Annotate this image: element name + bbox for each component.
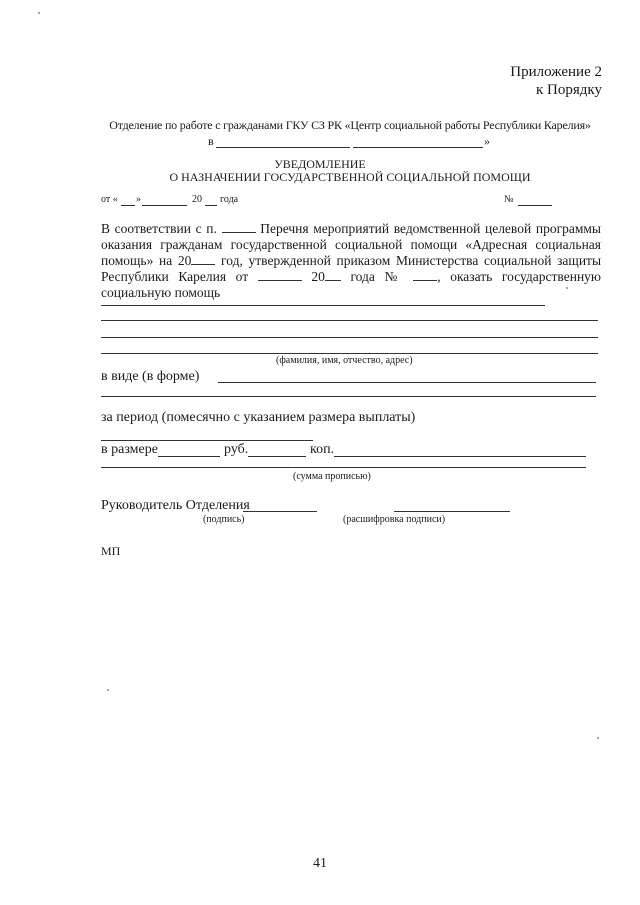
amount-label: в размере <box>101 442 158 457</box>
date-year-blank[interactable] <box>205 205 217 206</box>
signature-blank[interactable] <box>243 511 317 512</box>
appendix-label: Приложение 2 <box>510 64 602 80</box>
page-number: 41 <box>313 856 327 871</box>
notice-title: УВЕДОМЛЕНИЕ <box>274 157 366 171</box>
paragraph-part-3: год, утвержденной приказом Министерства социальной защиты Республики Карелия от <box>101 253 602 284</box>
paragraph-part-1: В соответствии с п. <box>101 221 217 236</box>
department-in-blank-2[interactable] <box>353 147 483 148</box>
amount-kop-blank[interactable] <box>248 456 306 457</box>
paragraph-part-4: 20 <box>311 269 325 284</box>
department-in-prefix: в <box>208 134 214 148</box>
kop-label: коп. <box>310 442 335 457</box>
department-in-suffix: » <box>484 134 490 148</box>
head-label: Руководитель Отделения <box>101 498 250 513</box>
amount-words-line-2[interactable] <box>101 467 586 468</box>
rub-label: руб. <box>224 442 249 457</box>
date-month-blank[interactable] <box>142 205 187 206</box>
period-blank[interactable] <box>101 440 313 441</box>
paragraph-part-2: Перечня мероприятий ведомственной целевой программы оказания гражданам государственной социальной помощи «Адресная социальная помощь» на 20 <box>101 221 602 268</box>
recipient-line-4[interactable] <box>101 353 598 354</box>
scan-speck <box>38 12 40 14</box>
paragraph-part-5: года № <box>350 269 404 284</box>
scan-speck <box>107 689 109 691</box>
stamp-label: МП <box>101 544 121 558</box>
date-year-label: года <box>220 194 239 205</box>
department-in-blank-1[interactable] <box>216 147 350 148</box>
amount-rub-blank[interactable] <box>158 456 220 457</box>
notice-subtitle: О НАЗНАЧЕНИИ ГОСУДАРСТВЕННОЙ СОЦИАЛЬНОЙ ПОМОЩИ <box>169 170 531 184</box>
recipient-line-3[interactable] <box>101 337 598 338</box>
clause-blank[interactable] <box>222 221 256 233</box>
date-from-label: от « <box>101 194 118 205</box>
order-year-blank[interactable] <box>325 269 341 281</box>
date-day-blank[interactable] <box>121 205 135 206</box>
in-form-blank[interactable] <box>218 382 596 383</box>
in-form-line-2[interactable] <box>101 396 596 397</box>
date-century: 20 <box>192 194 202 205</box>
caption-signature: (подпись) <box>203 514 245 525</box>
department-line: Отделение по работе с гражданами ГКУ СЗ РК «Центр социальной работы Республики Карелия» <box>109 118 591 132</box>
order-date-blank[interactable] <box>258 269 302 281</box>
date-close-quote: » <box>136 194 141 205</box>
order-number-blank[interactable] <box>413 269 437 281</box>
order-label: к Порядку <box>536 82 602 98</box>
scan-speck <box>597 737 599 739</box>
period-label: за период (помесячно с указанием размера выплаты) <box>101 410 416 425</box>
program-year-blank[interactable] <box>191 253 215 265</box>
caption-sum-words: (сумма прописью) <box>293 471 371 482</box>
paragraph-part-6: , оказать государственную социальную помощь <box>101 269 602 300</box>
amount-words-blank[interactable] <box>334 456 586 457</box>
in-form-label: в виде (в форме) <box>101 369 200 384</box>
recipient-line-1[interactable] <box>101 305 545 306</box>
recipient-line-2[interactable] <box>101 320 598 321</box>
caption-fio: (фамилия, имя, отчество, адрес) <box>276 355 413 366</box>
notice-paragraph <box>101 221 601 301</box>
caption-signature-decode: (расшифровка подписи) <box>343 514 446 525</box>
number-label: № <box>504 194 514 205</box>
number-blank[interactable] <box>518 205 552 206</box>
signature-decode-blank[interactable] <box>394 511 510 512</box>
